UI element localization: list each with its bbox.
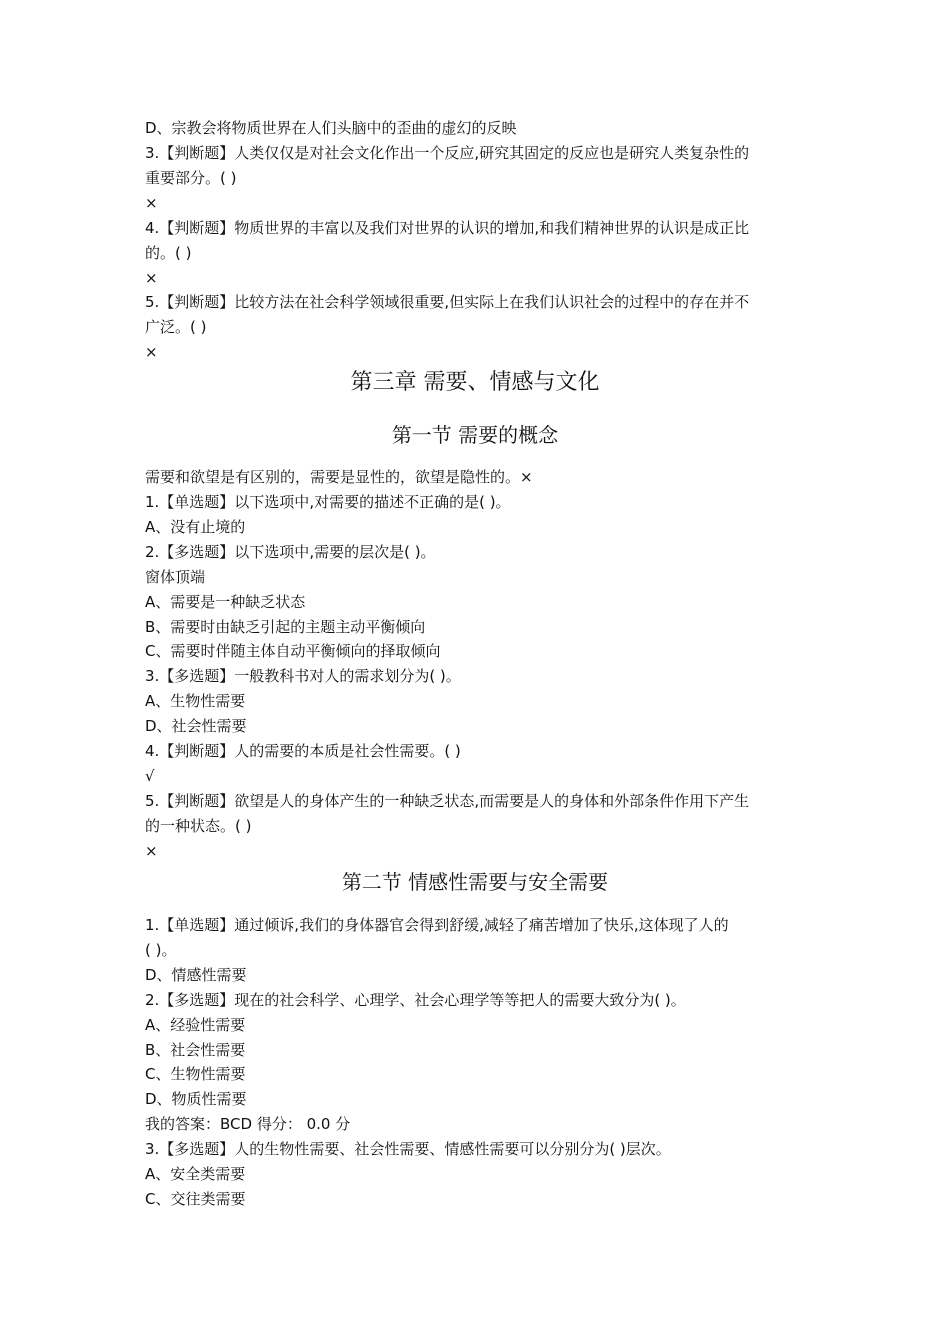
text-line: 窗体顶端 [145, 568, 206, 586]
option-line: D、物质性需要 [145, 1090, 247, 1108]
answer-mark: √ [145, 767, 155, 785]
section-title: 第一节 需要的概念 [391, 423, 559, 447]
question-line: 2.【多选题】以下选项中,需要的层次是( )。 [145, 543, 436, 561]
option-line: A、生物性需要 [145, 692, 246, 710]
text-line: 需要和欲望是有区别的，需要是显性的，欲望是隐性的。× [145, 468, 533, 486]
question-line: 2.【多选题】现在的社会科学、心理学、社会心理学等等把人的需要大致分为( )。 [145, 991, 686, 1009]
question-line: 3.【判断题】人类仅仅是对社会文化作出一个反应,研究其固定的反应也是研究人类复杂性的 [145, 144, 750, 162]
option-line: A、安全类需要 [145, 1165, 246, 1183]
question-line: 4.【判断题】人的需要的本质是社会性需要。( ) [145, 742, 461, 760]
question-line: 5.【判断题】比较方法在社会科学领域很重要,但实际上在我们认识社会的过程中的存在并不 [145, 293, 750, 311]
question-line: 1.【单选题】以下选项中,对需要的描述不正确的是( )。 [145, 493, 511, 511]
chapter-title: 第三章 需要、情感与文化 [350, 370, 600, 395]
option-line: B、需要时由缺乏引起的主题主动平衡倾向 [145, 618, 426, 636]
option-line: A、需要是一种缺乏状态 [145, 593, 306, 611]
option-line: C、需要时伴随主体自动平衡倾向的择取倾向 [145, 642, 441, 660]
question-line: 重要部分。( ) [145, 169, 237, 187]
option-line: A、没有止境的 [145, 518, 246, 536]
option-line: D、情感性需要 [145, 966, 247, 984]
question-line: 5.【判断题】欲望是人的身体产生的一种缺乏状态,而需要是人的身体和外部条件作用下产生 [145, 792, 750, 810]
question-line: 的。( ) [145, 244, 192, 262]
option-line: C、交往类需要 [145, 1190, 246, 1208]
answer-mark: × [145, 269, 158, 287]
question-line: 3.【多选题】人的生物性需要、社会性需要、情感性需要可以分别分为( )层次。 [145, 1140, 671, 1158]
option-line: A、经验性需要 [145, 1016, 246, 1034]
option-line: D、社会性需要 [145, 717, 247, 735]
section-title: 第二节 情感性需要与安全需要 [341, 870, 609, 894]
answer-mark: × [145, 194, 158, 212]
question-line: 广泛。( ) [145, 318, 207, 336]
question-line: 3.【多选题】一般教科书对人的需求划分为( )。 [145, 667, 461, 685]
option-line: C、生物性需要 [145, 1065, 246, 1083]
question-line: 的一种状态。( ) [145, 817, 252, 835]
text-line: D、宗教会将物质世界在人们头脑中的歪曲的虚幻的反映 [145, 119, 517, 137]
answer-mark: × [145, 343, 158, 361]
question-line: 1.【单选题】通过倾诉,我们的身体器官会得到舒缓,减轻了痛苦增加了快乐,这体现了人的 [145, 916, 729, 934]
question-line: ( )。 [145, 941, 177, 959]
answer-mark: × [145, 842, 158, 860]
question-line: 4.【判断题】物质世界的丰富以及我们对世界的认识的增加,和我们精神世界的认识是成正比 [145, 219, 750, 237]
answer-score-line: 我的答案：BCD 得分： 0.0 分 [145, 1115, 351, 1133]
option-line: B、社会性需要 [145, 1041, 246, 1059]
